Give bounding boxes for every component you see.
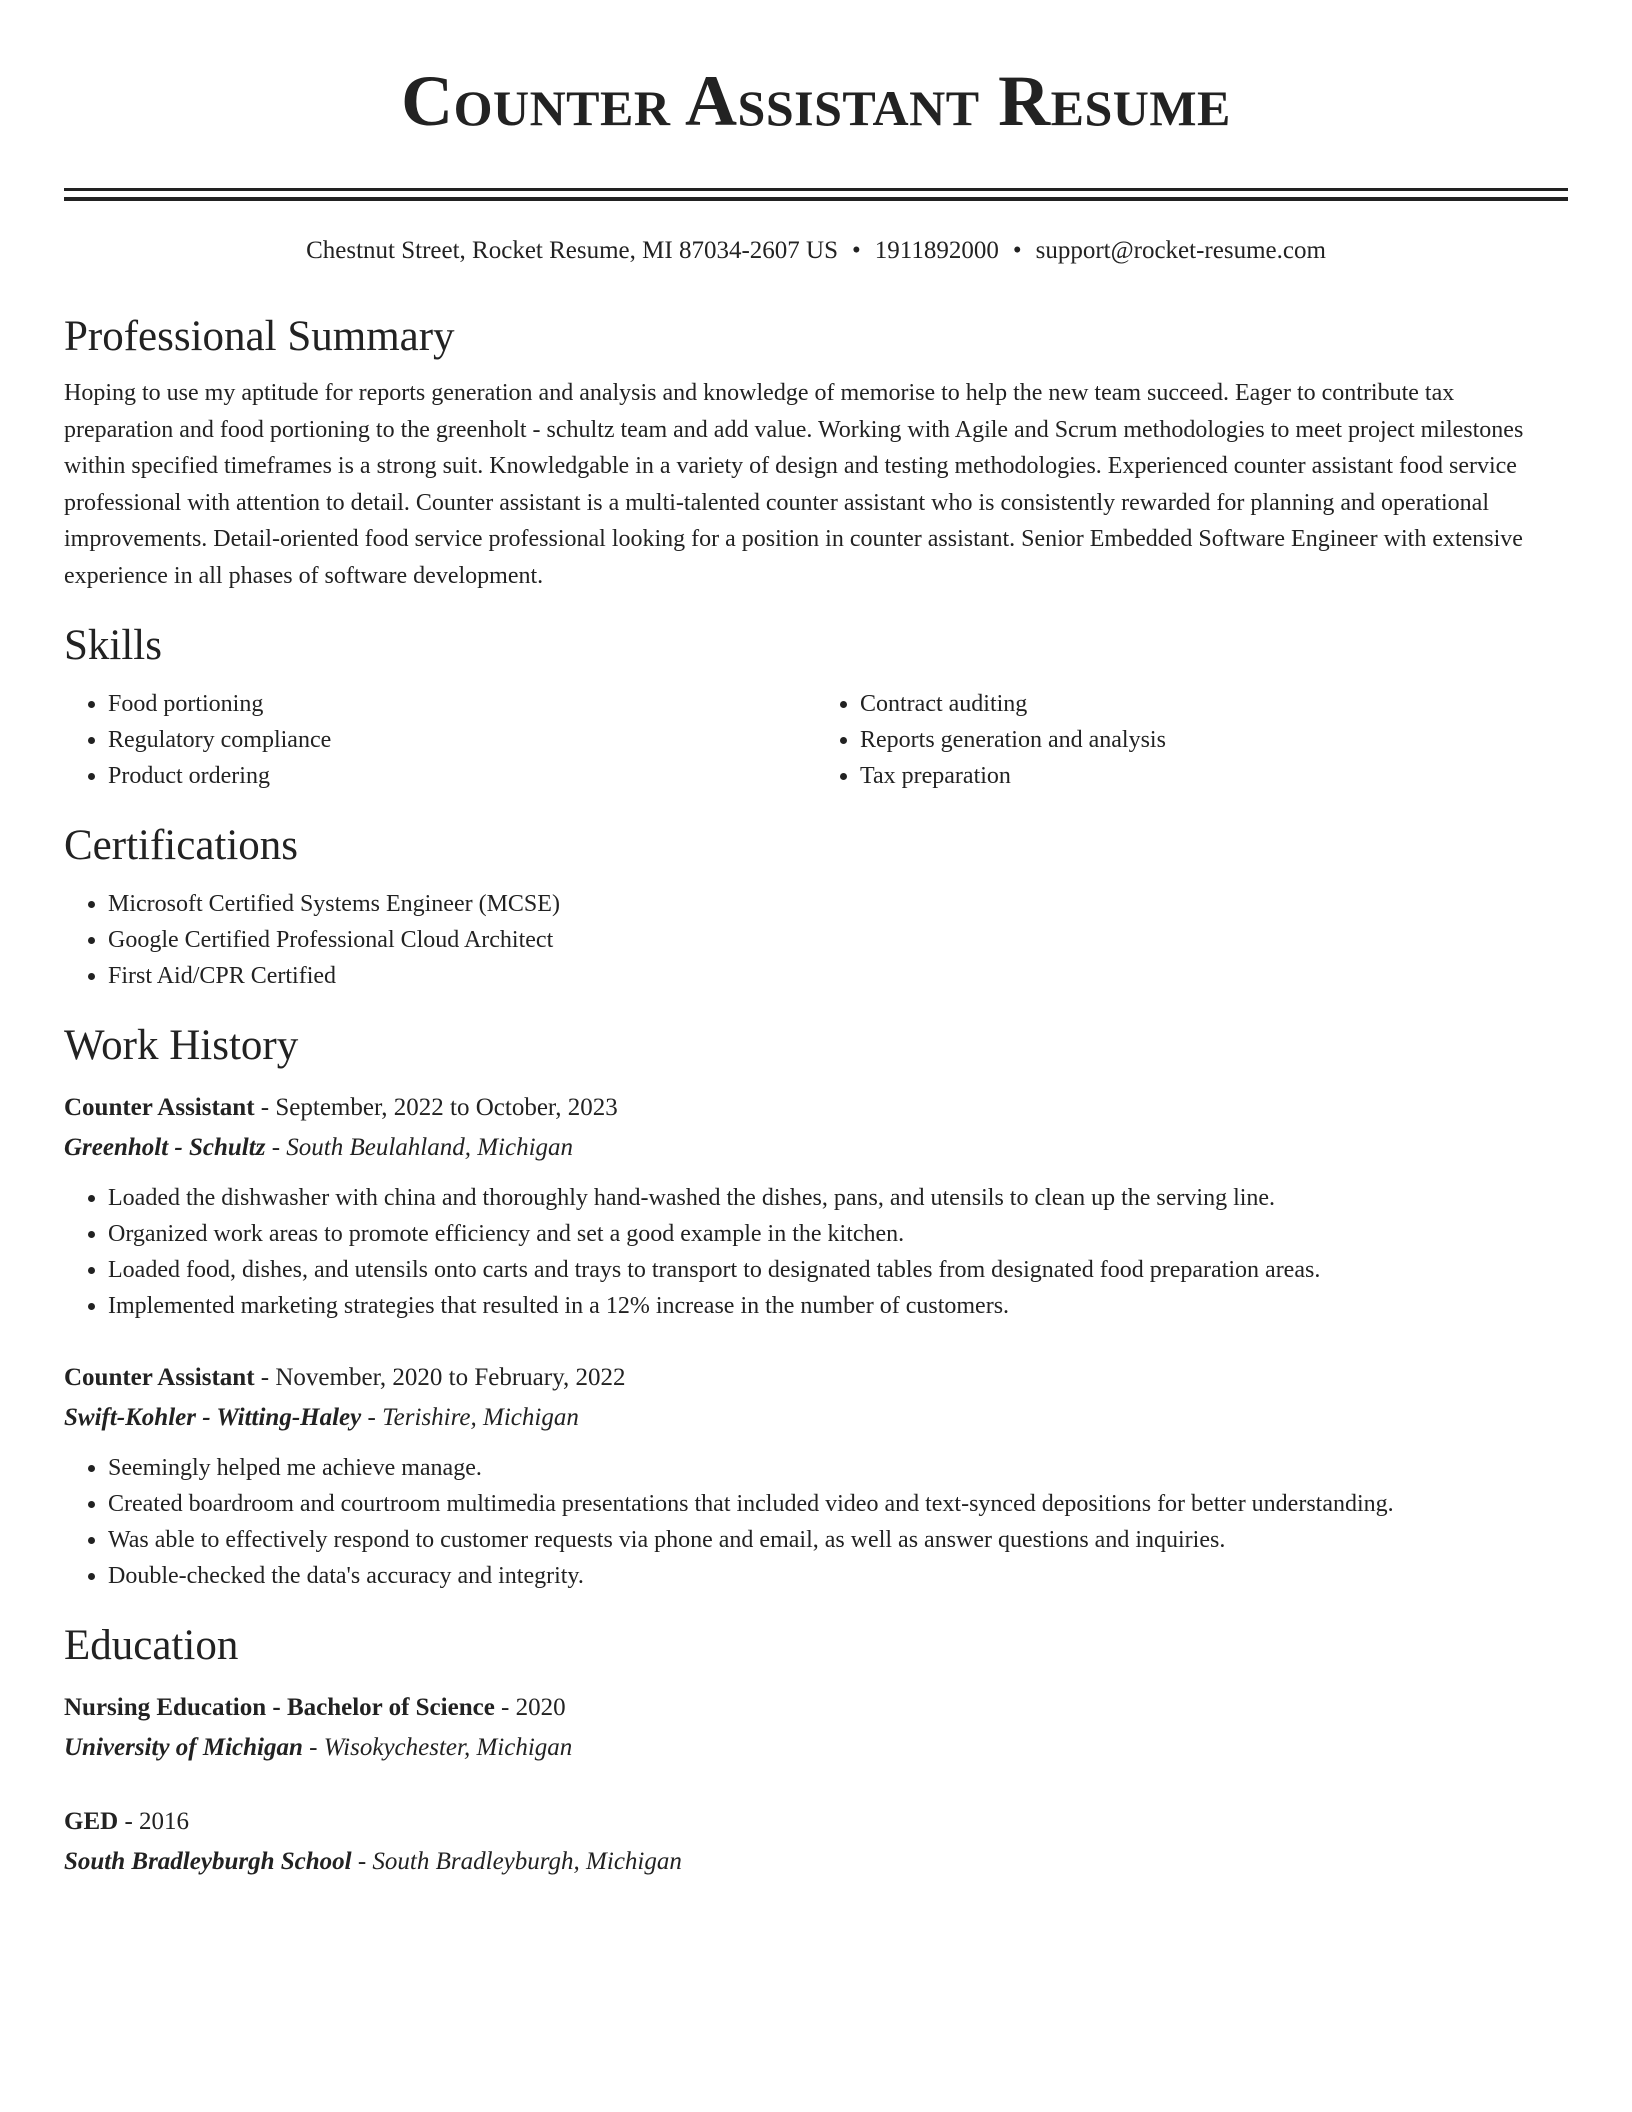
contact-separator: • [1012, 237, 1022, 264]
skill-item: • Tax preparation [860, 758, 1568, 794]
certification-item: • Microsoft Certified Systems Engineer (MCSE) [108, 886, 1568, 922]
education-year: 2020 [515, 1694, 566, 1721]
contact-email: support@rocket-resume.com [1035, 237, 1326, 264]
job-bullet: • Seemingly helped me achieve manage. [108, 1450, 1568, 1486]
skill-item: • Product ordering [108, 758, 816, 794]
job-dates: November, 2020 to February, 2022 [275, 1364, 626, 1391]
job-title: Counter Assistant [64, 1364, 255, 1391]
contact-phone: 1911892000 [874, 237, 999, 264]
job-bullets [64, 1180, 1568, 1324]
job-bullet: • Organized work areas to promote efficiency and set a good example in the kitchen. [108, 1216, 1568, 1252]
contact-address: Chestnut Street, Rocket Resume, MI 87034-2607 US [306, 237, 838, 264]
job-bullet: • Created boardroom and courtroom multimedia presentations that included video and text-synced depositions for better understanding. [108, 1486, 1568, 1522]
job-company-line: Swift-Kohler - Witting-Haley - Terishire, Michigan [64, 1404, 579, 1431]
job-bullet: • Implemented marketing strategies that resulted in a 12% increase in the number of customers. [108, 1288, 1568, 1324]
summary-heading: Professional Summary [64, 313, 455, 360]
job-title: Counter Assistant [64, 1094, 255, 1121]
education-entry [64, 1688, 1568, 1768]
skill-item: • Reports generation and analysis [860, 722, 1568, 758]
skill-item: • Contract auditing [860, 686, 1568, 722]
summary-text: Hoping to use my aptitude for reports generation and analysis and knowledge of memorise to help the new team succeed. Eager to contribute tax preparation and food portioning to the greenholt - schultz team and add value. Working with Agile and Scrum methodologies to meet project milestones within specified timeframes is a strong suit. Knowledgable in a variety of design and testing methodologies. Experienced counter assistant food service professional with attention to detail. Counter assistant is a multi-talented counter assistant who is consistently rewarded for planning and operational improvements. Detail-oriented food service professional looking for a position in counter assistant. Senior Embedded Software Engineer with extensive experience in all phases of software development. [64, 380, 1524, 589]
education-school-line: South Bradleyburgh School - South Bradleyburgh, Michigan [64, 1848, 682, 1875]
title-divider [64, 188, 1568, 201]
job-company: Swift-Kohler - Witting-Haley [64, 1404, 362, 1431]
education-entry [64, 1802, 1568, 1882]
skills-heading: Skills [64, 622, 162, 669]
job-location: South Beulahland, Michigan [286, 1134, 574, 1161]
job-bullet: • Loaded food, dishes, and utensils onto carts and trays to transport to designated tables from designated food preparation areas. [108, 1252, 1568, 1288]
certifications-list [64, 886, 1568, 994]
job-entry [64, 1088, 1568, 1324]
job-company: Greenholt - Schultz [64, 1134, 266, 1161]
education-degree: GED [64, 1808, 119, 1835]
skills-columns [64, 686, 1568, 794]
job-bullet: • Was able to effectively respond to customer requests via phone and email, as well as answer questions and inquiries. [108, 1522, 1568, 1558]
education-school: University of Michigan [64, 1734, 303, 1761]
skills-list-left [64, 686, 816, 794]
education-degree-line: GED - 2016 [64, 1808, 190, 1835]
resume-title: Counter Assistant Resume [401, 61, 1231, 141]
job-bullet: • Loaded the dishwasher with china and thoroughly hand-washed the dishes, pans, and utensils to clean up the serving line. [108, 1180, 1568, 1216]
certifications-heading: Certifications [64, 822, 299, 869]
certification-item: • First Aid/CPR Certified [108, 958, 1568, 994]
education-year: 2016 [139, 1808, 190, 1835]
education-degree: Nursing Education - Bachelor of Science [64, 1694, 495, 1721]
job-bullet: • Double-checked the data's accuracy and integrity. [108, 1558, 1568, 1594]
contact-separator: • [852, 237, 861, 264]
job-title-line: Counter Assistant - November, 2020 to February, 2022 [64, 1364, 626, 1391]
contact-line [64, 235, 1568, 267]
skill-item: • Food portioning [108, 686, 816, 722]
work-history-heading: Work History [64, 1022, 299, 1069]
education-school: South Bradleyburgh School [64, 1848, 352, 1875]
job-location: Terishire, Michigan [382, 1404, 579, 1431]
education-heading: Education [64, 1622, 239, 1669]
job-dates: September, 2022 to October, 2023 [275, 1094, 618, 1121]
job-title-line: Counter Assistant - September, 2022 to October, 2023 [64, 1094, 618, 1121]
skills-list-right [816, 686, 1568, 794]
education-degree-line: Nursing Education - Bachelor of Science - 2020 [64, 1694, 566, 1721]
job-company-line: Greenholt - Schultz - South Beulahland, Michigan [64, 1134, 574, 1161]
job-bullets [64, 1450, 1568, 1594]
skill-item: • Regulatory compliance [108, 722, 816, 758]
job-entry [64, 1358, 1568, 1594]
education-school-line: University of Michigan - Wisokychester, Michigan [64, 1734, 573, 1761]
certification-item: • Google Certified Professional Cloud Architect [108, 922, 1568, 958]
education-location: Wisokychester, Michigan [323, 1734, 573, 1761]
education-location: South Bradleyburgh, Michigan [372, 1848, 682, 1875]
